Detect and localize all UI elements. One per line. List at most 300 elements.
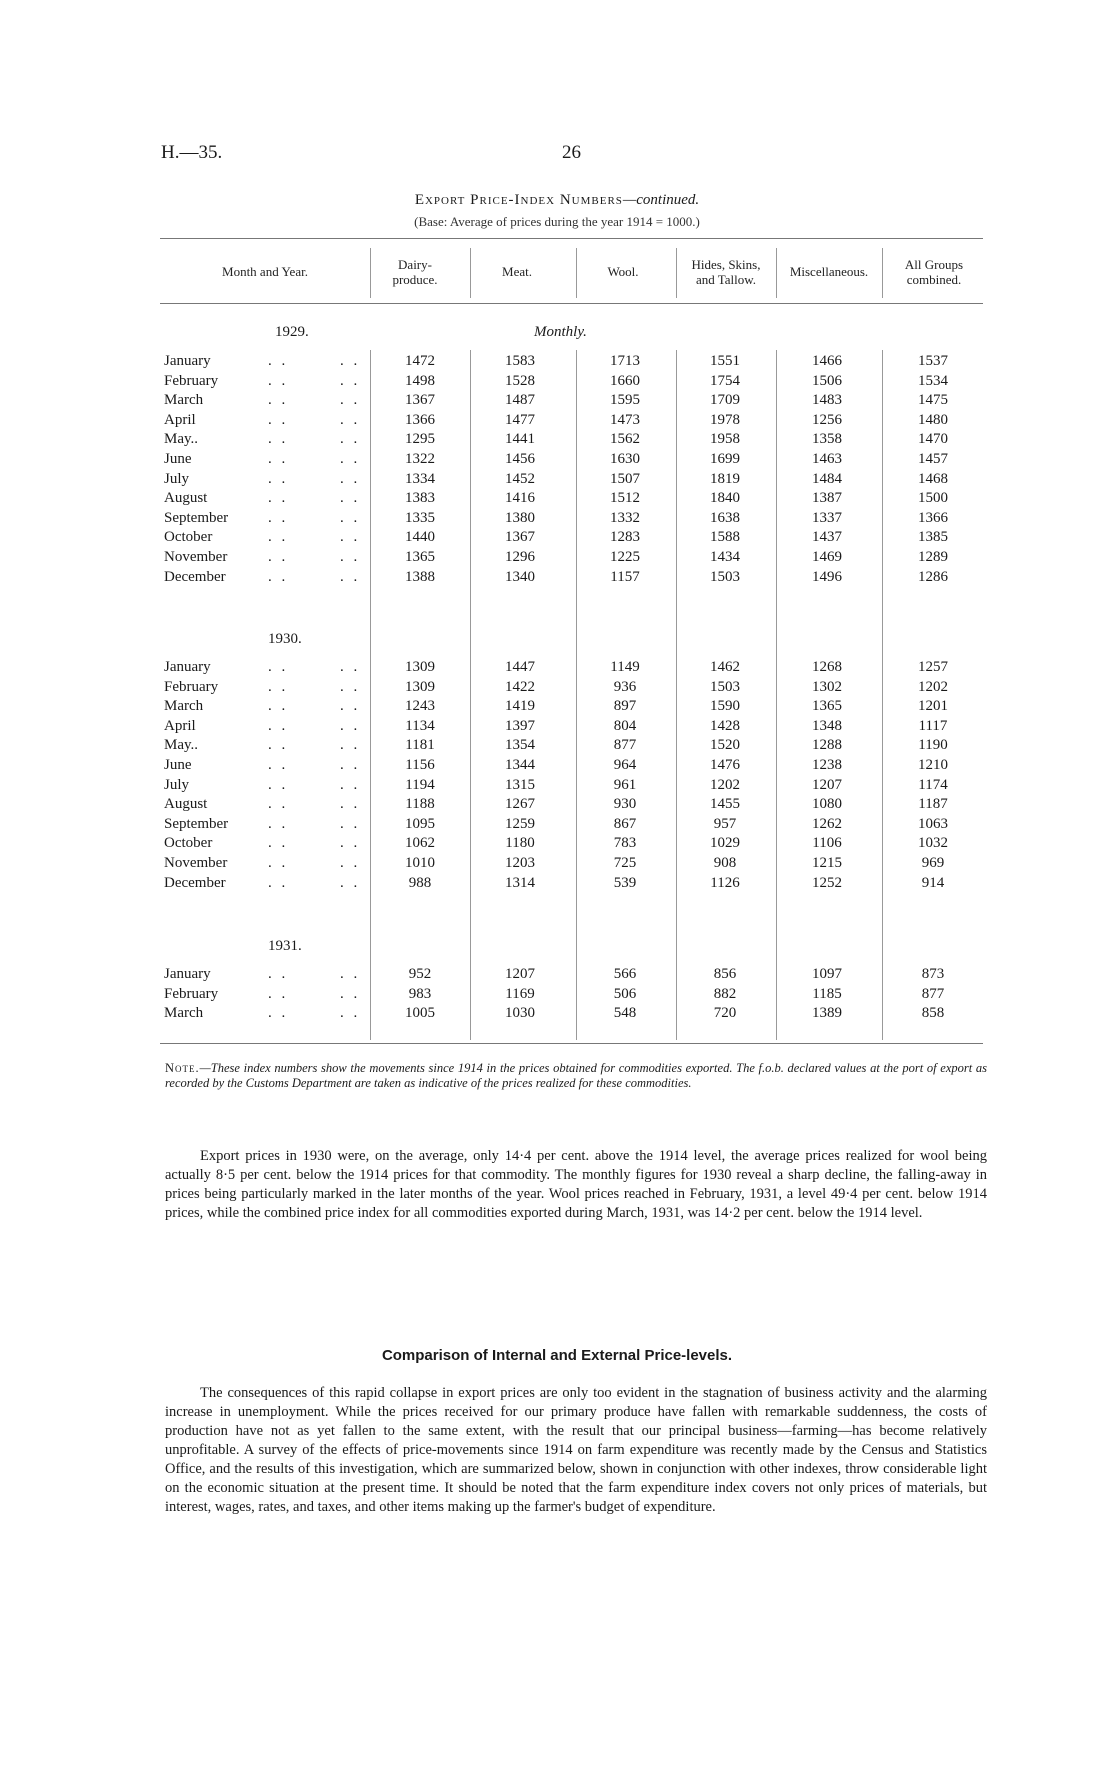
leader-dots: . . xyxy=(340,757,361,773)
wool-value-cell: 1332 xyxy=(610,509,640,526)
table-row xyxy=(0,412,1114,431)
table-note xyxy=(165,1061,987,1091)
column-header-hides xyxy=(676,257,776,287)
dairy-value-cell: 1095 xyxy=(405,815,435,832)
month-cell: May.. xyxy=(164,737,199,754)
header-divider xyxy=(370,248,371,298)
leader-dots: . . xyxy=(268,815,289,832)
table-row xyxy=(0,431,1114,450)
leader-dots: . . xyxy=(340,568,361,585)
leader-dots: . . xyxy=(268,776,289,793)
month-cell: October xyxy=(164,529,213,546)
note-text: —These index numbers show the movements since 1914 in the prices obtained for commodities exported. The f.o.b. declared values at the port of export as recorded by the Customs Department are taken as indicative of the prices realized for these commodities. xyxy=(165,1061,987,1090)
month-cell: May.. xyxy=(164,431,199,448)
hides-value-cell: 720 xyxy=(713,1005,737,1022)
leader-dots: . . xyxy=(340,737,361,754)
dairy-value-cell: 1156 xyxy=(405,757,435,773)
meat-value-cell: 1315 xyxy=(505,776,535,793)
dairy-value-cell: 1010 xyxy=(405,855,435,871)
all-value-cell: 1210 xyxy=(918,757,948,773)
month-cell: January xyxy=(164,353,211,369)
leader-dots: . . xyxy=(340,855,361,871)
leader-dots: . . xyxy=(268,509,289,526)
table-row xyxy=(0,490,1114,509)
table-row xyxy=(0,679,1114,698)
hides-value-cell: 1819 xyxy=(710,470,740,487)
table-row xyxy=(0,451,1114,470)
dairy-value-cell: 1498 xyxy=(405,372,435,389)
hides-value-cell: 856 xyxy=(713,966,737,982)
all-value-cell: 1289 xyxy=(918,549,948,565)
year-label-1929: 1929. xyxy=(275,324,309,340)
leader-dots: . . xyxy=(268,717,289,734)
meat-value-cell: 1267 xyxy=(505,796,535,813)
all-value-cell: 1201 xyxy=(918,698,948,715)
leader-dots: . . xyxy=(340,717,361,734)
misc-value-cell: 1207 xyxy=(812,776,842,793)
all-value-cell: 1174 xyxy=(918,776,948,793)
table-title-suffix: —continued. xyxy=(622,192,700,208)
month-cell: February xyxy=(164,372,219,389)
header-divider xyxy=(882,248,883,298)
month-cell: July xyxy=(164,776,190,793)
table-row xyxy=(0,835,1114,854)
hides-value-cell: 1840 xyxy=(710,490,740,507)
meat-value-cell: 1169 xyxy=(505,985,535,1002)
month-cell: September xyxy=(164,815,229,832)
column-header-misc: Miscellaneous. xyxy=(789,264,869,279)
all-value-cell: 1475 xyxy=(918,392,948,409)
month-cell: July xyxy=(164,470,190,487)
wool-value-cell: 548 xyxy=(613,1005,637,1022)
leader-dots: . . xyxy=(340,678,361,695)
hides-value-cell: 1434 xyxy=(710,549,740,565)
meat-value-cell: 1203 xyxy=(505,855,535,871)
leader-dots: . . xyxy=(340,353,361,369)
table-row xyxy=(0,986,1114,1005)
meat-value-cell: 1354 xyxy=(505,737,535,754)
table-row xyxy=(0,510,1114,529)
leader-dots: . . xyxy=(340,392,361,409)
dairy-value-cell: 1062 xyxy=(405,835,435,852)
dairy-value-cell: 1295 xyxy=(405,431,435,448)
dairy-value-cell: 1365 xyxy=(405,549,435,565)
month-cell: September xyxy=(164,509,229,526)
meat-value-cell: 1314 xyxy=(505,874,535,891)
leader-dots: . . xyxy=(268,737,289,754)
dairy-value-cell: 1383 xyxy=(405,490,435,507)
dairy-value-cell: 952 xyxy=(408,966,432,982)
wool-value-cell: 506 xyxy=(613,985,637,1002)
misc-value-cell: 1185 xyxy=(812,985,842,1002)
meat-value-cell: 1441 xyxy=(505,431,535,448)
column-header-meat: Meat. xyxy=(502,264,532,279)
leader-dots: . . xyxy=(268,568,289,585)
hides-value-cell: 1590 xyxy=(710,698,740,715)
dairy-value-cell: 1309 xyxy=(405,678,435,695)
all-value-cell: 877 xyxy=(921,985,945,1002)
dairy-value-cell: 1243 xyxy=(405,698,435,715)
hides-value-cell: 1503 xyxy=(710,678,740,695)
table-row xyxy=(0,757,1114,776)
meat-value-cell: 1456 xyxy=(505,451,535,467)
month-cell: March xyxy=(164,392,204,409)
hides-value-cell: 1428 xyxy=(710,717,740,734)
meat-value-cell: 1207 xyxy=(505,966,535,982)
leader-dots: . . xyxy=(340,698,361,715)
wool-value-cell: 877 xyxy=(613,737,637,754)
table-subtitle: (Base: Average of prices during the year 1914 = 1000.) xyxy=(414,214,700,229)
month-cell: January xyxy=(164,659,211,675)
meat-value-cell: 1340 xyxy=(505,568,535,585)
column-header-wool: Wool. xyxy=(607,264,639,279)
table-row xyxy=(0,392,1114,411)
dairy-value-cell: 1194 xyxy=(405,776,435,793)
header-divider xyxy=(676,248,677,298)
dairy-value-cell: 1134 xyxy=(405,717,435,734)
hides-value-cell: 1029 xyxy=(710,835,740,852)
leader-dots: . . xyxy=(268,451,289,467)
year-label-1931: 1931. xyxy=(268,938,302,954)
meat-value-cell: 1528 xyxy=(505,372,535,389)
misc-value-cell: 1288 xyxy=(812,737,842,754)
leader-dots: . . xyxy=(268,431,289,448)
hides-value-cell: 1462 xyxy=(710,659,740,675)
dairy-value-cell: 1367 xyxy=(405,392,435,409)
hides-value-cell: 1126 xyxy=(710,874,740,891)
column-header-all-line1: All Groups xyxy=(904,257,964,272)
hides-value-cell: 1520 xyxy=(710,737,740,754)
all-value-cell: 858 xyxy=(921,1005,945,1022)
all-value-cell: 1385 xyxy=(918,529,948,546)
table-row xyxy=(0,549,1114,568)
all-value-cell: 1187 xyxy=(918,796,948,813)
misc-value-cell: 1387 xyxy=(812,490,842,507)
wool-value-cell: 964 xyxy=(613,757,637,773)
page-number: 26 xyxy=(562,142,581,163)
table-row xyxy=(0,816,1114,835)
leader-dots: . . xyxy=(268,855,289,871)
wool-value-cell: 961 xyxy=(613,776,637,793)
table-row xyxy=(0,796,1114,815)
hides-value-cell: 908 xyxy=(713,855,737,871)
month-cell: February xyxy=(164,678,219,695)
misc-value-cell: 1348 xyxy=(812,717,842,734)
table-row xyxy=(0,718,1114,737)
all-value-cell: 1500 xyxy=(918,490,948,507)
leader-dots: . . xyxy=(268,698,289,715)
wool-value-cell: 1595 xyxy=(610,392,640,409)
hides-value-cell: 1588 xyxy=(710,529,740,546)
month-cell: October xyxy=(164,835,213,852)
leader-dots: . . xyxy=(340,411,361,428)
table-row xyxy=(0,1005,1114,1024)
meat-value-cell: 1422 xyxy=(505,678,535,695)
leader-dots: . . xyxy=(268,529,289,546)
meat-value-cell: 1419 xyxy=(505,698,535,715)
leader-dots: . . xyxy=(268,392,289,409)
all-value-cell: 1190 xyxy=(918,737,948,754)
all-value-cell: 914 xyxy=(921,874,945,891)
wool-value-cell: 1630 xyxy=(610,451,640,467)
dairy-value-cell: 1440 xyxy=(405,529,435,546)
table-row xyxy=(0,855,1114,874)
all-value-cell: 1257 xyxy=(918,659,948,675)
misc-value-cell: 1506 xyxy=(812,372,842,389)
wool-value-cell: 1507 xyxy=(610,470,640,487)
all-value-cell: 1470 xyxy=(918,431,948,448)
meat-value-cell: 1583 xyxy=(505,353,535,369)
leader-dots: . . xyxy=(340,490,361,507)
dairy-value-cell: 1472 xyxy=(405,353,435,369)
monthly-label: Monthly. xyxy=(534,324,587,340)
dairy-value-cell: 1309 xyxy=(405,659,435,675)
all-value-cell: 1366 xyxy=(918,509,948,526)
wool-value-cell: 1283 xyxy=(610,529,640,546)
wool-value-cell: 539 xyxy=(613,874,637,891)
note-lead: Note. xyxy=(165,1061,200,1075)
all-value-cell: 873 xyxy=(921,966,945,982)
misc-value-cell: 1256 xyxy=(812,411,842,428)
wool-value-cell: 1713 xyxy=(610,353,640,369)
leader-dots: . . xyxy=(340,529,361,546)
misc-value-cell: 1106 xyxy=(812,835,842,852)
wool-value-cell: 936 xyxy=(613,678,637,695)
leader-dots: . . xyxy=(268,678,289,695)
hides-value-cell: 1476 xyxy=(710,757,740,773)
leader-dots: . . xyxy=(340,874,361,891)
leader-dots: . . xyxy=(268,757,289,773)
wool-value-cell: 1157 xyxy=(610,568,640,585)
hides-value-cell: 1978 xyxy=(710,411,740,428)
leader-dots: . . xyxy=(268,659,289,675)
dairy-value-cell: 1335 xyxy=(405,509,435,526)
month-cell: June xyxy=(164,451,192,467)
meat-value-cell: 1180 xyxy=(505,835,535,852)
hides-value-cell: 1202 xyxy=(710,776,740,793)
month-cell: August xyxy=(164,490,208,507)
table-title xyxy=(0,192,1114,209)
leader-dots: . . xyxy=(340,509,361,526)
table-row xyxy=(0,353,1114,372)
body-paragraph-consequences: The consequences of this rapid collapse in export prices are only too evident in the stagnation of business activity and the alarming increase in unemployment. While the prices received for our primary produce have fallen with remarkable suddenness, the costs of production have not as yet fallen to the same extent, with the result that our principal business—farming—has become relatively unprofitable. A survey of the effects of price-movements since 1914 on farm expenditure was recently made by the Census and Statistics Office, and the results of this investigation, which are summarized below, shown in conjunction with other indexes, throw considerable light on the economic situation at the present time. It should be noted that the farm expenditure index covers not only prices of materials, but interest, wages, rates, and taxes, and other items making up the farmer's budget of expenditure. xyxy=(165,1385,987,1515)
misc-value-cell: 1365 xyxy=(812,698,842,715)
wool-value-cell: 1225 xyxy=(610,549,640,565)
month-cell: November xyxy=(164,549,228,565)
month-cell: June xyxy=(164,757,192,773)
all-value-cell: 1063 xyxy=(918,815,948,832)
leader-dots: . . xyxy=(340,985,361,1002)
leader-dots: . . xyxy=(340,815,361,832)
meat-value-cell: 1367 xyxy=(505,529,535,546)
misc-value-cell: 1466 xyxy=(812,353,842,369)
month-cell: March xyxy=(164,1005,204,1022)
wool-value-cell: 1149 xyxy=(610,659,640,675)
leader-dots: . . xyxy=(340,549,361,565)
dairy-value-cell: 1334 xyxy=(405,470,435,487)
meat-value-cell: 1487 xyxy=(505,392,535,409)
misc-value-cell: 1080 xyxy=(812,796,842,813)
leader-dots: . . xyxy=(340,1005,361,1022)
misc-value-cell: 1437 xyxy=(812,529,842,546)
leader-dots: . . xyxy=(268,490,289,507)
meat-value-cell: 1296 xyxy=(505,549,535,565)
leader-dots: . . xyxy=(268,470,289,487)
meat-value-cell: 1477 xyxy=(505,411,535,428)
table-row xyxy=(0,471,1114,490)
leader-dots: . . xyxy=(340,372,361,389)
wool-value-cell: 566 xyxy=(613,966,637,982)
misc-value-cell: 1496 xyxy=(812,568,842,585)
leader-dots: . . xyxy=(268,874,289,891)
all-value-cell: 1537 xyxy=(918,353,948,369)
column-header-dairy-line2: produce. xyxy=(392,272,438,287)
leader-dots: . . xyxy=(340,796,361,813)
table-header-rule xyxy=(160,303,983,304)
meat-value-cell: 1447 xyxy=(505,659,535,675)
misc-value-cell: 1268 xyxy=(812,659,842,675)
leader-dots: . . xyxy=(268,411,289,428)
leader-dots: . . xyxy=(340,470,361,487)
meat-value-cell: 1452 xyxy=(505,470,535,487)
dairy-value-cell: 1188 xyxy=(405,796,435,813)
leader-dots: . . xyxy=(340,659,361,675)
leader-dots: . . xyxy=(268,549,289,565)
dairy-value-cell: 1322 xyxy=(405,451,435,467)
dairy-value-cell: 1181 xyxy=(405,737,435,754)
all-value-cell: 1457 xyxy=(918,451,948,467)
header-divider xyxy=(576,248,577,298)
table-top-rule xyxy=(160,238,983,239)
table-row xyxy=(0,373,1114,392)
leader-dots: . . xyxy=(268,985,289,1002)
table-row xyxy=(0,737,1114,756)
meat-value-cell: 1344 xyxy=(505,757,535,773)
wool-value-cell: 804 xyxy=(613,717,637,734)
table-title-main: Export Price-Index Numbers xyxy=(414,192,623,208)
misc-value-cell: 1484 xyxy=(812,470,842,487)
column-header-dairy xyxy=(370,257,460,287)
meat-value-cell: 1380 xyxy=(505,509,535,526)
leader-dots: . . xyxy=(268,966,289,982)
table-row xyxy=(0,966,1114,985)
column-header-hides-line2: and Tallow. xyxy=(695,272,757,287)
section-heading: Comparison of Internal and External Price-levels. xyxy=(381,1347,733,1364)
dairy-value-cell: 988 xyxy=(408,874,432,891)
all-value-cell: 1468 xyxy=(918,470,948,487)
hides-value-cell: 1638 xyxy=(710,509,740,526)
table-row xyxy=(0,875,1114,894)
meat-value-cell: 1397 xyxy=(505,717,535,734)
leader-dots: . . xyxy=(268,1005,289,1022)
dairy-value-cell: 1005 xyxy=(405,1005,435,1022)
month-cell: February xyxy=(164,985,219,1002)
table-bottom-rule xyxy=(160,1043,983,1044)
body-paragraph-export-prices: Export prices in 1930 were, on the average, only 14·4 per cent. above the 1914 level, the average prices realized for wool being actually 8·5 per cent. below the 1914 prices for that commodity. The monthly figures for 1930 reveal a sharp decline, the falling-away in prices being particularly marked in the later months of the year. Wool prices reached in February, 1931, a level 49·4 per cent. below 1914 prices, while the combined price index for all commodities exported during March, 1931, was 14·2 per cent. below the 1914 level. xyxy=(165,1148,987,1221)
month-cell: April xyxy=(164,717,196,734)
hides-value-cell: 1709 xyxy=(710,392,740,409)
column-header-hides-line1: Hides, Skins, xyxy=(691,257,761,272)
meat-value-cell: 1259 xyxy=(505,815,535,832)
meat-value-cell: 1030 xyxy=(505,1005,535,1022)
all-value-cell: 1480 xyxy=(918,411,948,428)
column-header-dairy-line1: Dairy- xyxy=(398,257,432,272)
leader-dots: . . xyxy=(340,431,361,448)
dairy-value-cell: 1388 xyxy=(405,568,435,585)
column-header-month: Month and Year. xyxy=(222,264,308,279)
leader-dots: . . xyxy=(340,451,361,467)
header-divider xyxy=(470,248,471,298)
wool-value-cell: 1473 xyxy=(610,411,640,428)
misc-value-cell: 1389 xyxy=(812,1005,842,1022)
month-cell: January xyxy=(164,966,211,982)
hides-value-cell: 1699 xyxy=(710,451,740,467)
all-value-cell: 1117 xyxy=(918,717,948,734)
wool-value-cell: 1660 xyxy=(610,372,640,389)
hides-value-cell: 1455 xyxy=(710,796,740,813)
month-cell: December xyxy=(164,874,226,891)
misc-value-cell: 1238 xyxy=(812,757,842,773)
column-header-all-line2: combined. xyxy=(906,272,962,287)
month-cell: December xyxy=(164,568,226,585)
leader-dots: . . xyxy=(268,372,289,389)
dairy-value-cell: 1366 xyxy=(405,411,435,428)
meat-value-cell: 1416 xyxy=(505,490,535,507)
leader-dots: . . xyxy=(340,835,361,852)
month-cell: April xyxy=(164,411,196,428)
wool-value-cell: 1512 xyxy=(610,490,640,507)
table-row xyxy=(0,659,1114,678)
table-row xyxy=(0,777,1114,796)
hides-value-cell: 1958 xyxy=(710,431,740,448)
all-value-cell: 1534 xyxy=(918,372,948,389)
dairy-value-cell: 983 xyxy=(408,985,432,1002)
report-reference: H.—35. xyxy=(161,142,223,163)
hides-value-cell: 882 xyxy=(713,985,737,1002)
wool-value-cell: 725 xyxy=(613,855,637,871)
misc-value-cell: 1337 xyxy=(812,509,842,526)
month-cell: March xyxy=(164,698,204,715)
all-value-cell: 1032 xyxy=(918,835,948,852)
wool-value-cell: 897 xyxy=(613,698,637,715)
all-value-cell: 1202 xyxy=(918,678,948,695)
misc-value-cell: 1097 xyxy=(812,966,842,982)
misc-value-cell: 1469 xyxy=(812,549,842,565)
wool-value-cell: 867 xyxy=(613,815,637,832)
hides-value-cell: 1551 xyxy=(710,353,740,369)
leader-dots: . . xyxy=(268,796,289,813)
header-divider xyxy=(776,248,777,298)
misc-value-cell: 1483 xyxy=(812,392,842,409)
table-row xyxy=(0,569,1114,588)
leader-dots: . . xyxy=(340,776,361,793)
all-value-cell: 1286 xyxy=(918,568,948,585)
all-value-cell: 969 xyxy=(921,855,945,871)
leader-dots: . . xyxy=(268,835,289,852)
misc-value-cell: 1252 xyxy=(812,874,842,891)
hides-value-cell: 1503 xyxy=(710,568,740,585)
hides-value-cell: 1754 xyxy=(710,372,740,389)
column-header-all xyxy=(885,257,983,287)
misc-value-cell: 1262 xyxy=(812,815,842,832)
wool-value-cell: 783 xyxy=(613,835,637,852)
misc-value-cell: 1463 xyxy=(812,451,842,467)
table-row xyxy=(0,698,1114,717)
year-label-1930: 1930. xyxy=(268,631,302,647)
table-row xyxy=(0,529,1114,548)
misc-value-cell: 1215 xyxy=(812,855,842,871)
month-cell: August xyxy=(164,796,208,813)
